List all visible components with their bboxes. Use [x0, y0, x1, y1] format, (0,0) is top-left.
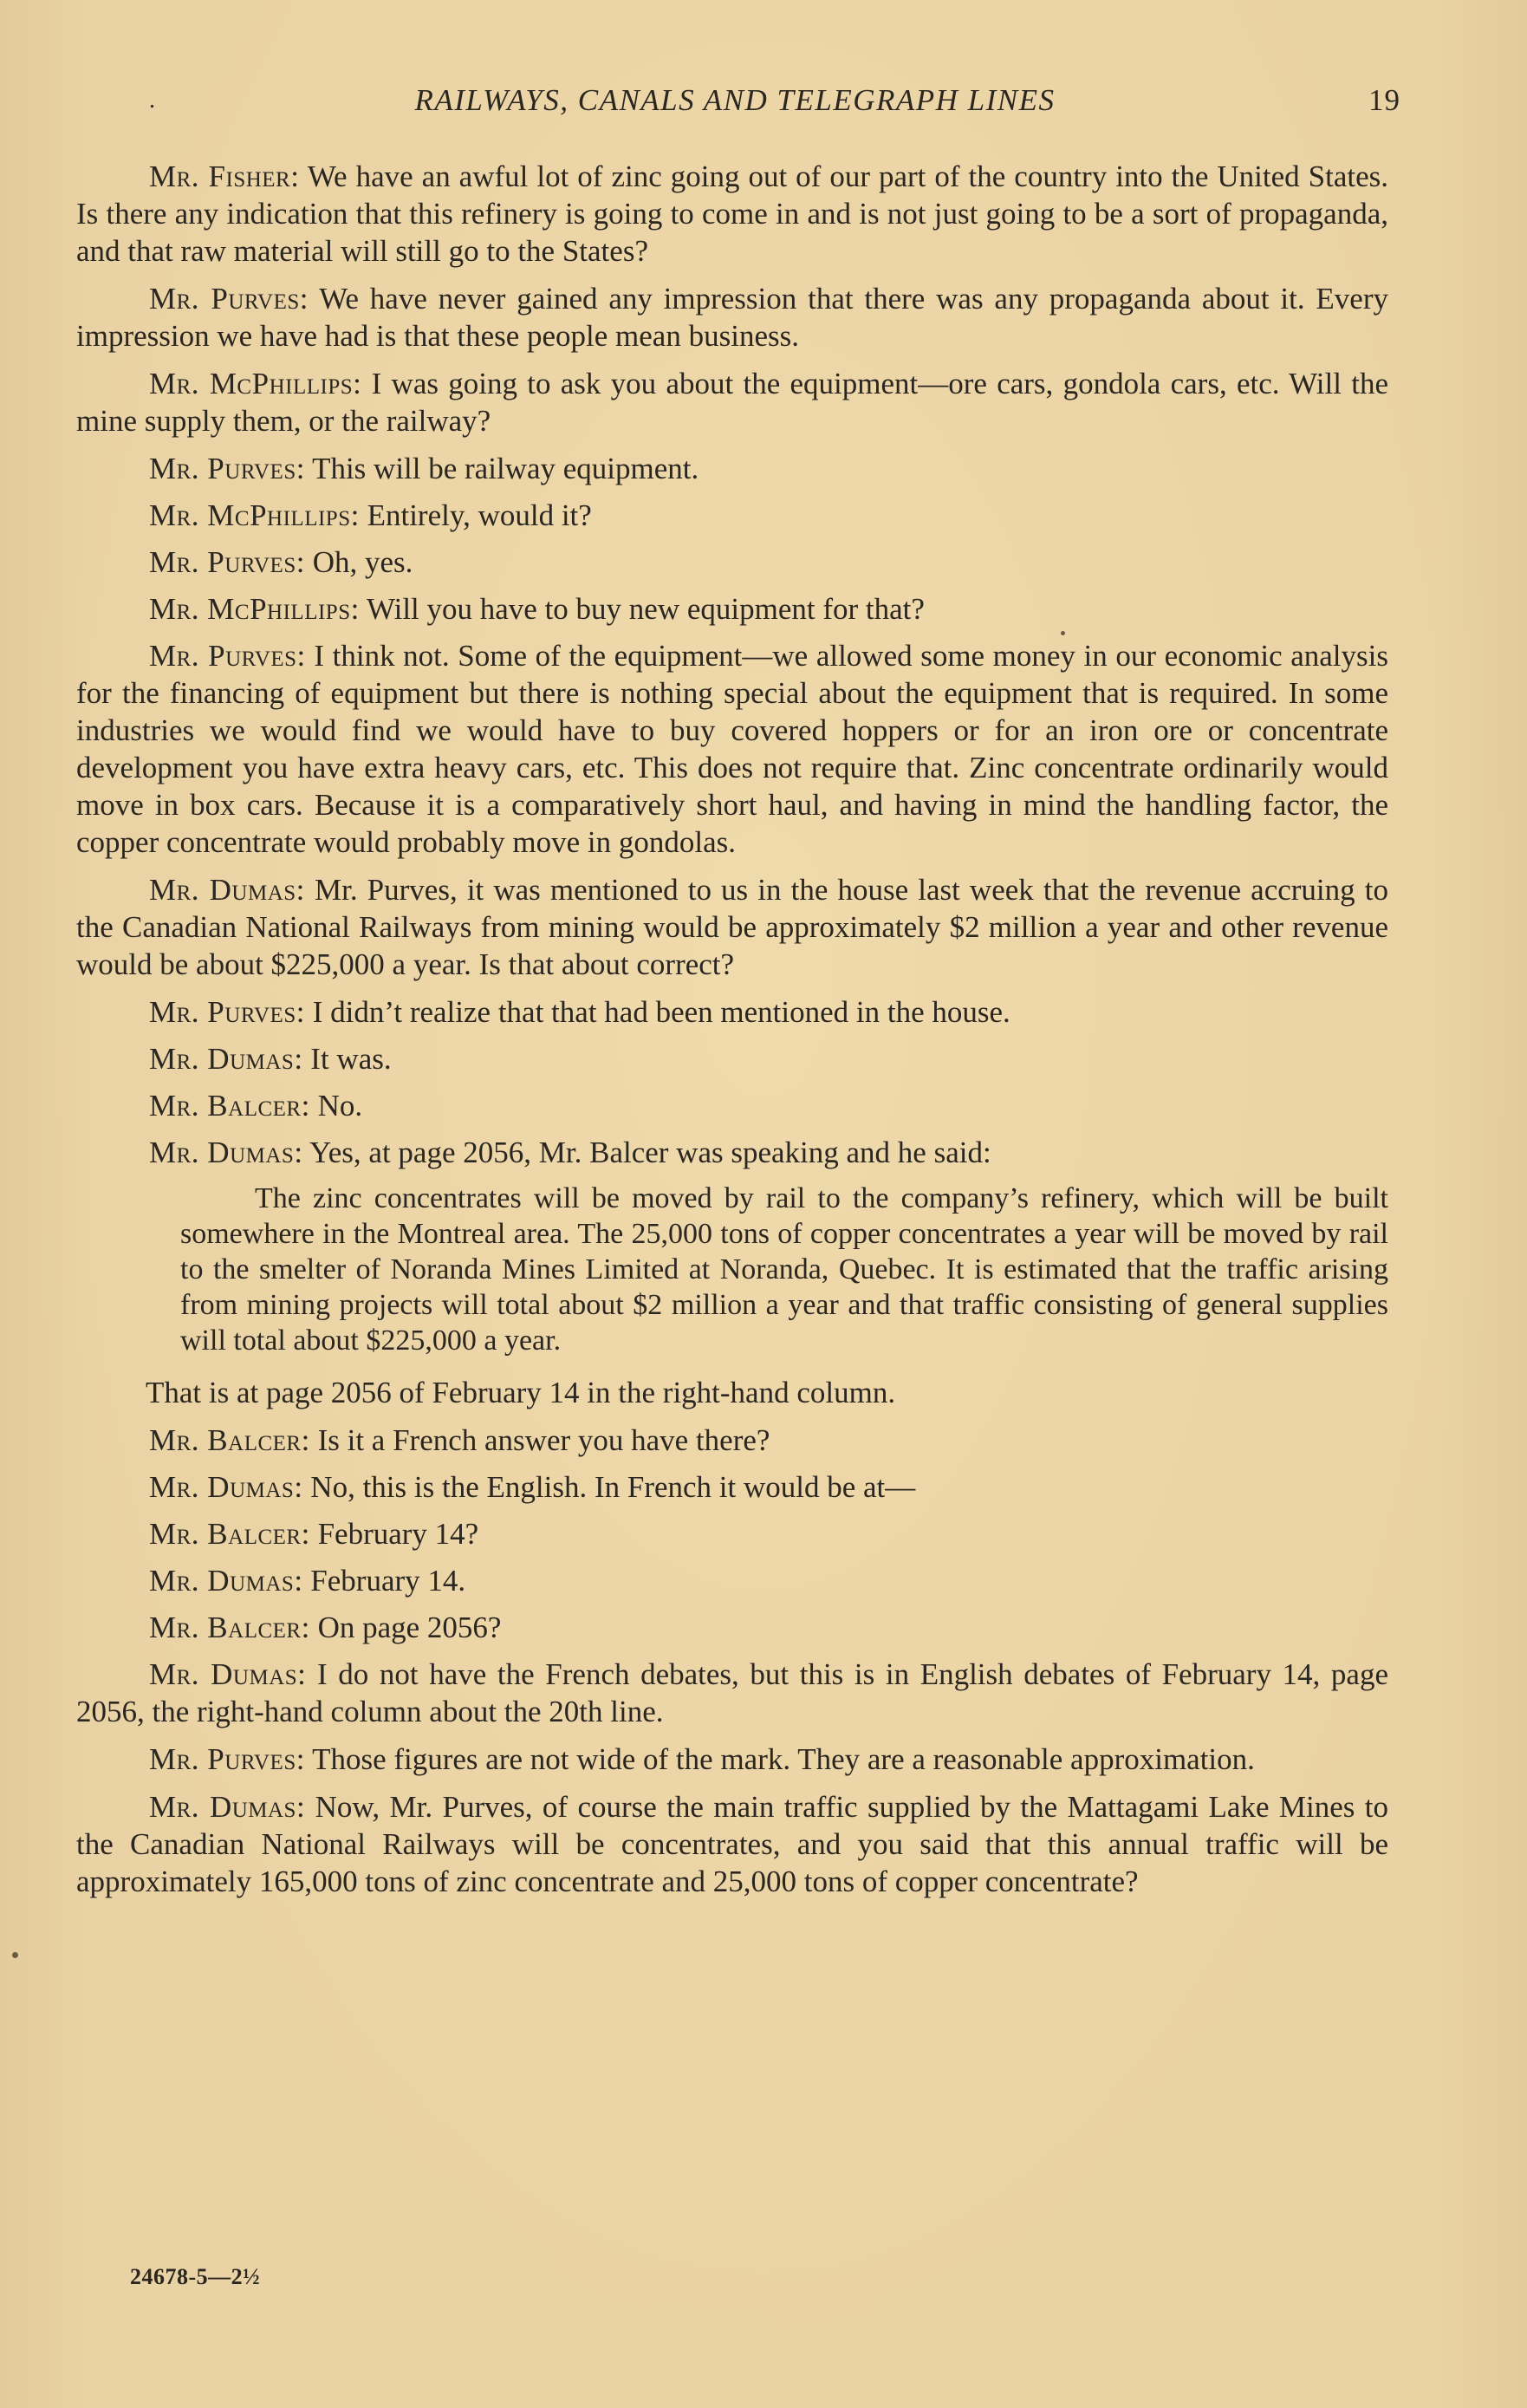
paragraph [76, 1515, 1388, 1552]
header-dot: . [149, 87, 155, 114]
paragraph [76, 1468, 1388, 1506]
paragraph [76, 1656, 1388, 1730]
paragraph-text: This will be railway equipment. [304, 452, 699, 485]
paragraph [76, 1609, 1388, 1646]
page-number: 19 [1368, 83, 1400, 117]
paragraph-text: Now, Mr. Purves, of course the main traffic supplied by the Mattagami Lake Mines to the Canadian National Railways will be concentrates, and you said that this annual traffic will be approximately 165,000 tons of zinc concentrate and 25,000 tons of copper concentrate? [76, 1790, 1388, 1898]
speaker-name: Mr. Purves: [149, 1742, 305, 1776]
block-quote: The zinc concentrates will be moved by rail to the company’s refinery, which will be built somewhere in the Montreal area. The 25,000 tons of copper concentrates a year will be moved by rail to the smelter of Noranda Mines Limited at Noranda, Quebec. It is estimated that the traffic arising from mining projects will total about $2 million a year and that traffic consisting of general supplies will total about $225,000 a year. [180, 1182, 1388, 1357]
paragraph-text: No, this is the English. In French it would be at— [302, 1470, 916, 1504]
paragraph-text: Those figures are not wide of the mark. They are a reasonable approximation. [304, 1742, 1255, 1776]
speaker-name: Mr. Purves: [149, 282, 309, 316]
paragraph-text: February 14? [309, 1517, 479, 1551]
speaker-name: Mr. Dumas: [149, 1136, 303, 1169]
paper-speck [1061, 631, 1065, 635]
speaker-name: Mr. Dumas: [149, 1657, 307, 1691]
print-code: 24678-5—2½ [130, 2264, 261, 2289]
paragraph [76, 1087, 1388, 1124]
page-body [76, 158, 1388, 1910]
speaker-name: Mr. Dumas: [149, 1042, 303, 1076]
paragraph [76, 365, 1388, 439]
speaker-name: Mr. Balcer: [149, 1423, 310, 1457]
paragraph-text: We have never gained any impression that there was any propaganda about it. Every impression we have had is that these people mean business. [76, 282, 1388, 353]
speaker-name: Mr. Balcer: [149, 1517, 310, 1551]
paragraph [76, 1788, 1388, 1900]
paragraph [76, 158, 1388, 270]
paragraph [76, 1422, 1388, 1459]
speaker-name: Mr. Dumas: [149, 1564, 303, 1598]
paragraph-text: I think not. Some of the equipment—we allowed some money in our economic analysis for the financing of equipment but there is nothing special about the equipment that is required. In some industries we would find we would have to buy covered hoppers or for an iron ore or concentrate development you have extra heavy cars, etc. This does not require that. Zinc concentrate ordinarily would move in box cars. Because it is a comparatively short haul, and having in mind the handling factor, the copper concentrate would probably move in gondolas. [76, 639, 1388, 859]
paragraph-text: Entirely, would it? [359, 498, 592, 532]
paragraph [76, 450, 1388, 487]
speaker-name: Mr. McPhillips: [149, 367, 362, 400]
paper-speck [12, 1952, 18, 1958]
speaker-name: Mr. Balcer: [149, 1611, 310, 1644]
running-head: RAILWAYS, CANALS AND TELEGRAPH LINES [414, 83, 1056, 117]
speaker-name: Mr. Purves: [149, 545, 305, 579]
paragraph-text: No. [309, 1089, 363, 1123]
paragraph-text: Yes, at page 2056, Mr. Balcer was speaking and he said: [302, 1136, 991, 1169]
speaker-name: Mr. Dumas: [149, 1470, 303, 1504]
speaker-name: Mr. Balcer: [149, 1089, 310, 1123]
paragraph-text: I do not have the French debates, but this is in English debates of February 14, page 2056, the right-hand column about the 20th line. [76, 1657, 1388, 1728]
paragraph [76, 1562, 1388, 1599]
speaker-name: Mr. Dumas: [149, 1790, 306, 1824]
speaker-name: Mr. Purves: [149, 452, 305, 485]
paragraph-continuation: That is at page 2056 of February 14 in the right-hand column. [146, 1376, 896, 1409]
paragraph-text: Will you have to buy new equipment for that? [359, 592, 925, 626]
paragraph-text: Is it a French answer you have there? [309, 1423, 770, 1457]
paragraph [76, 497, 1388, 534]
paragraph-text: February 14. [302, 1564, 466, 1598]
paragraph [76, 543, 1388, 581]
paragraph-text: Oh, yes. [304, 545, 413, 579]
speaker-name: Mr. Fisher: [149, 159, 300, 193]
speaker-name: Mr. McPhillips: [149, 592, 360, 626]
speaker-name: Mr. Purves: [149, 995, 305, 1029]
paragraph [76, 993, 1388, 1031]
speaker-name: Mr. McPhillips: [149, 498, 360, 532]
paragraph-text: It was. [302, 1042, 392, 1076]
paragraph-text: I didn’t realize that that had been mentioned in the house. [304, 995, 1010, 1029]
paragraph [76, 1040, 1388, 1077]
paragraph-text: On page 2056? [309, 1611, 502, 1644]
paragraph [76, 280, 1388, 355]
speaker-name: Mr. Dumas: [149, 873, 305, 907]
paragraph-text: I was going to ask you about the equipment—ore cars, gondola cars, etc. Will the mine supply them, or the railway? [76, 367, 1388, 438]
paragraph [76, 1741, 1388, 1778]
page-header [76, 83, 1400, 127]
paragraph-text: We have an awful lot of zinc going out of our part of the country into the United States. Is there any indication that this refinery is going to come in and is not just going to be a sort of propaganda, and that raw material will still go to the States? [76, 159, 1388, 268]
paragraph [76, 1134, 1388, 1171]
paragraph-text: Mr. Purves, it was mentioned to us in the house last week that the revenue accruing to the Canadian National Railways from mining would be approximately $2 million a year and other revenue would be about $225,000 a year. Is that about correct? [76, 873, 1388, 981]
speaker-name: Mr. Purves: [149, 639, 306, 673]
paragraph [76, 871, 1388, 983]
paragraph [76, 637, 1388, 861]
paragraph [76, 590, 1388, 628]
